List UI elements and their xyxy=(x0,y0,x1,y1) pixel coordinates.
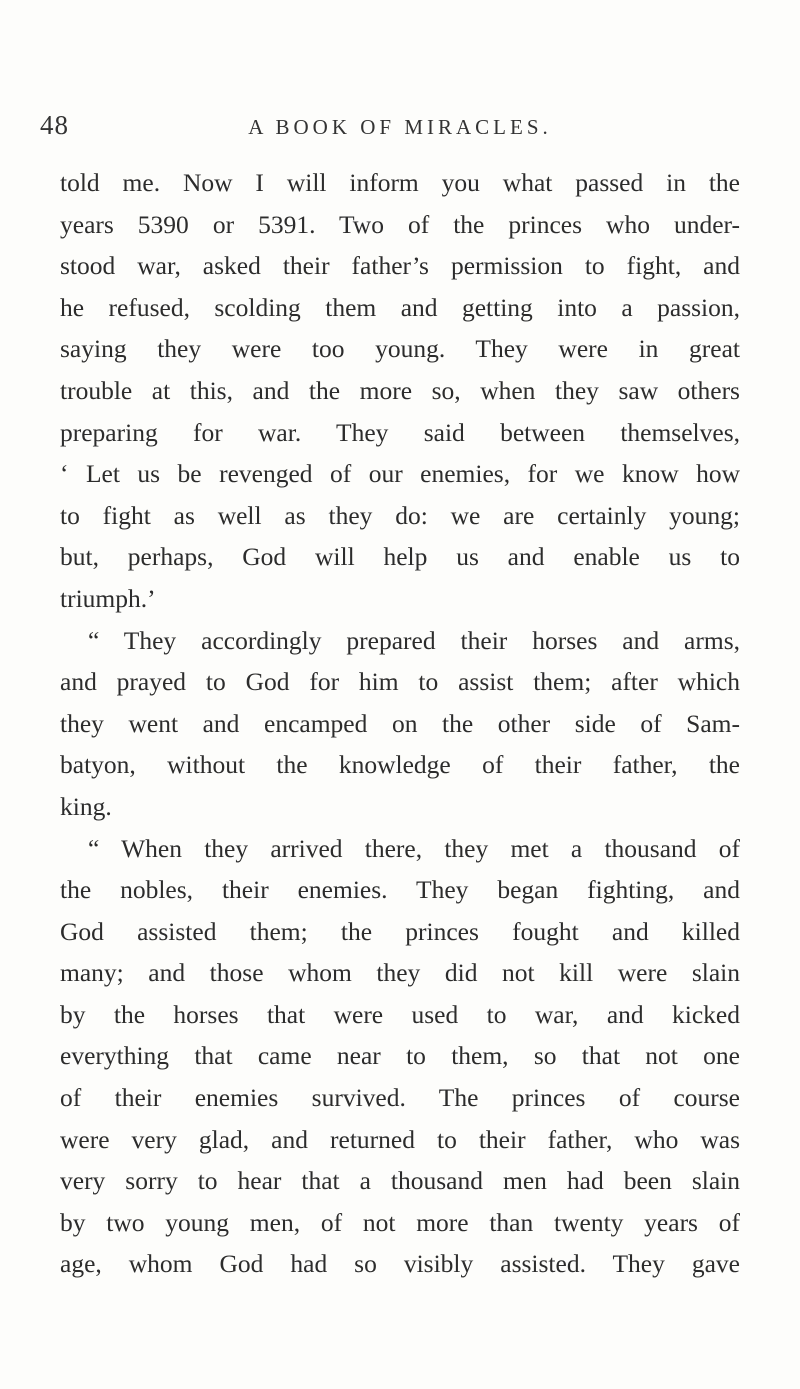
text-line: saying they were too young. They were in great xyxy=(60,334,740,364)
text-line: many; and those whom they did not kill were slain xyxy=(60,958,740,988)
text-line: years 5390 or 5391. Two of the princes who under- xyxy=(60,209,740,239)
text-line: very sorry to hear that a thousand men had been slain xyxy=(60,1166,740,1196)
text-line: but, perhaps, God will help us and enable us to xyxy=(60,542,740,572)
text-line: “ When they arrived there, they met a thousand of xyxy=(88,833,740,863)
text-line: stood war, asked their father’s permission to fight, and xyxy=(60,251,740,281)
text-line: and prayed to God for him to assist them; after which xyxy=(60,667,740,697)
text-line: God assisted them; the princes fought and killed xyxy=(60,916,740,946)
body-text xyxy=(60,162,740,1285)
text-line: by the horses that were used to war, and kicked xyxy=(60,999,740,1029)
text-line: preparing for war. They said between themselves, xyxy=(60,417,740,447)
text-line: everything that came near to them, so that not one xyxy=(60,1041,740,1071)
text-line: were very glad, and returned to their father, who was xyxy=(60,1124,740,1154)
text-line: he refused, scolding them and getting into a passion, xyxy=(60,292,740,322)
text-line: told me. Now I will inform you what passed in the xyxy=(60,168,740,197)
text-line: “ They accordingly prepared their horses and arms, xyxy=(88,625,740,655)
text-line: ‘ Let us be revenged of our enemies, for we know how xyxy=(60,459,740,489)
text-line: of their enemies survived. The princes of course xyxy=(60,1083,740,1113)
text-line: to fight as well as they do: we are certainly young; xyxy=(60,500,740,530)
page-number: 48 xyxy=(40,110,69,140)
text-line: batyon, without the knowledge of their father, the xyxy=(60,750,740,780)
text-line: triumph.’ xyxy=(60,583,156,613)
text-line: king. xyxy=(60,791,112,821)
text-line: by two young men, of not more than twenty years of xyxy=(60,1207,740,1237)
text-line: they went and encamped on the other side of Sam- xyxy=(60,708,740,738)
text-line: age, whom God had so visibly assisted. They gave xyxy=(60,1249,740,1279)
running-head: A BOOK OF MIRACLES. xyxy=(248,115,552,139)
page-header xyxy=(40,110,760,150)
text-line: trouble at this, and the more so, when they saw others xyxy=(60,375,740,405)
text-line: the nobles, their enemies. They began fighting, and xyxy=(60,875,740,905)
